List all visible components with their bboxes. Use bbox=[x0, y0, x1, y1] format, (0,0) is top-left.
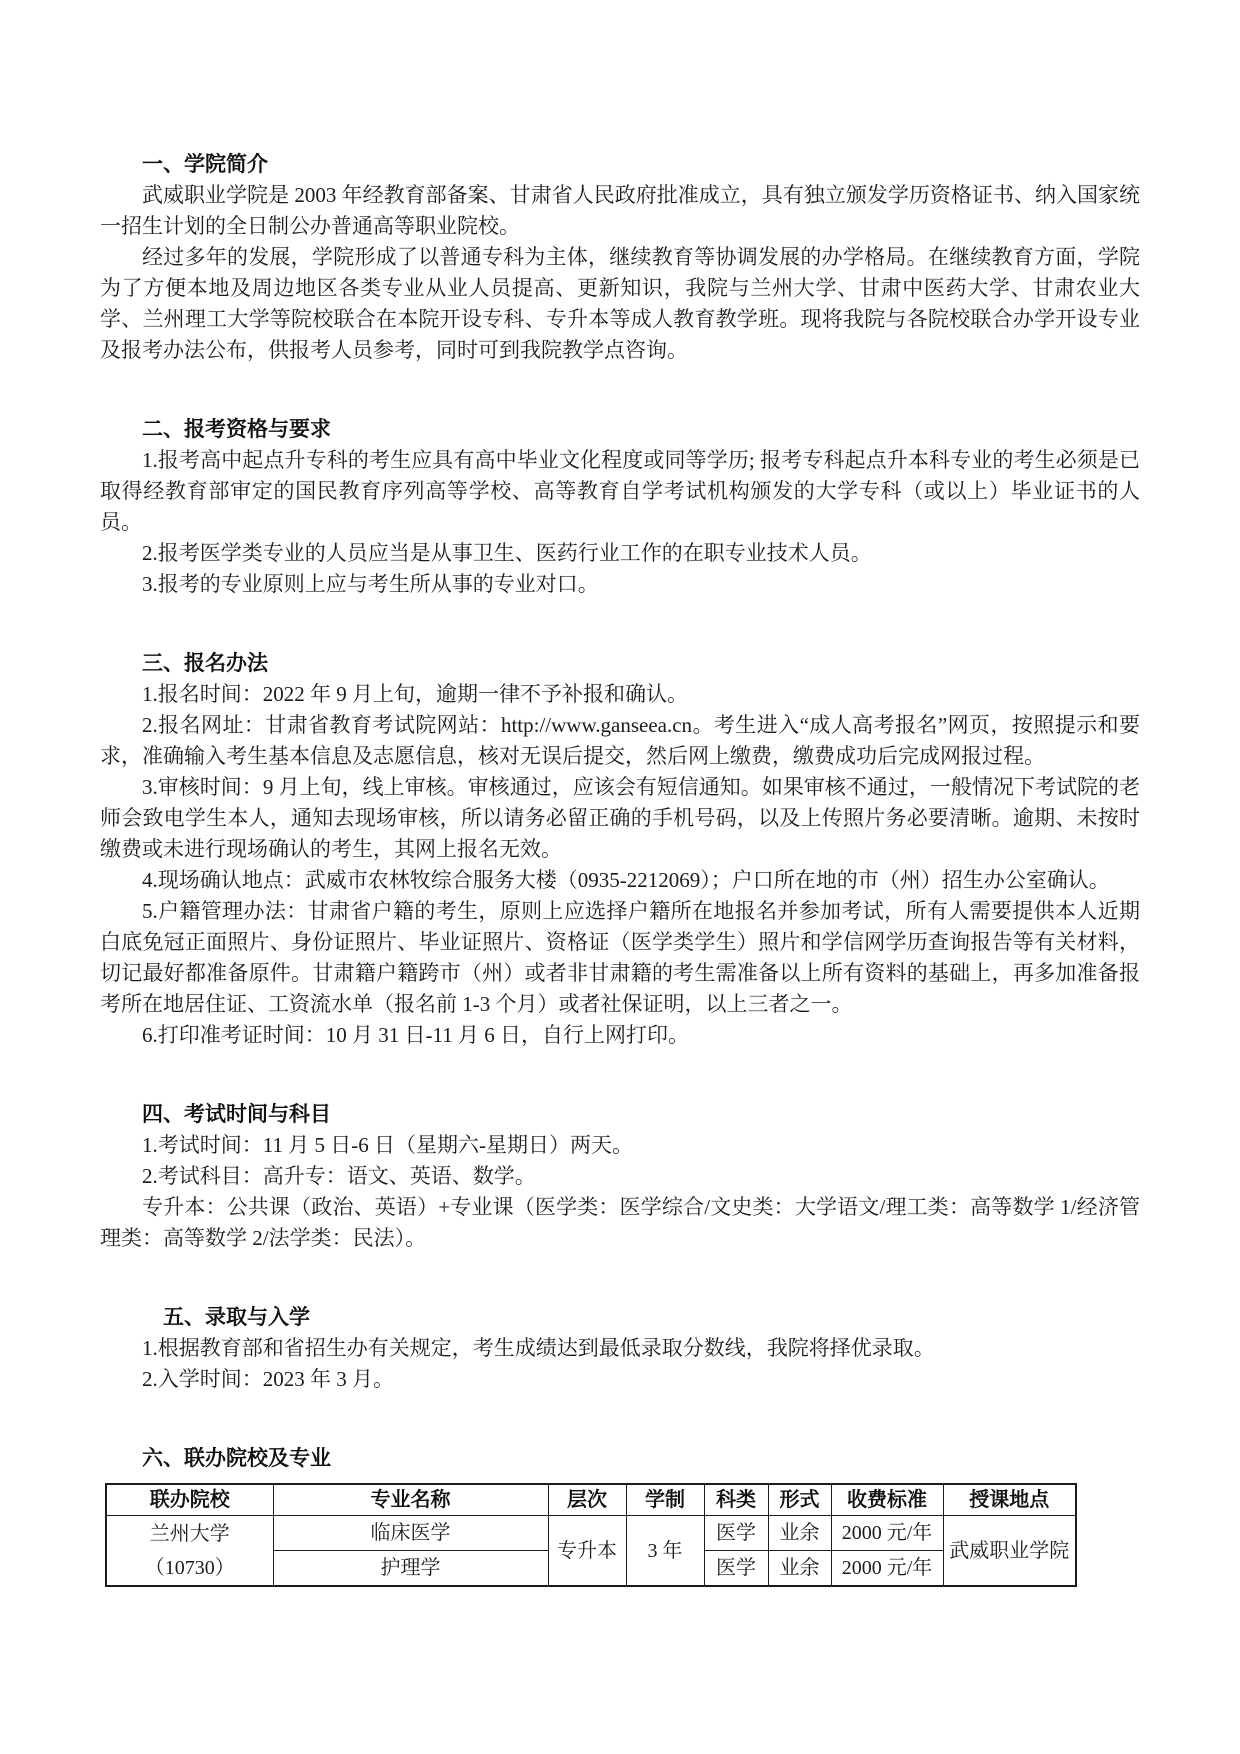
section-heading: 五、录取与入学 bbox=[163, 1306, 310, 1329]
section-heading: 四、考试时间与科目 bbox=[142, 1103, 331, 1126]
paragraph: 3.审核时间：9 月上旬，线上审核。审核通过，应该会有短信通知。如果审核不通过，一般情况下考试院的老师会致电学生本人，通知去现场审核，所以请务必留正确的手机号码，以及上传照片务必要清晰。逾期、未按时缴费或未进行现场确认的考生，其网上报名无效。 bbox=[100, 775, 1140, 861]
form-cell: 业余 bbox=[768, 1551, 831, 1587]
table-header-row bbox=[106, 1484, 1076, 1516]
column-header-major: 专业名称 bbox=[273, 1484, 548, 1516]
paragraph: 5.户籍管理办法：甘肃省户籍的考生，原则上应选择户籍所在地报名并参加考试，所有人需要提供本人近期白底免冠正面照片、身份证照片、毕业证照片、资格证（医学类学生）照片和学信网学历查询报告等有关材料，切记最好都准备原件。甘肃籍户籍跨市（州）或者非甘肃籍的考生需准备以上所有资料的基础上，再多加准备报考所在地居住证、工资流水单（报名前 1-3 个月）或者社保证明，以上三者之一。 bbox=[100, 899, 1140, 1016]
paragraph: 6.打印准考证时间：10 月 31 日-11 月 6 日，自行上网打印。 bbox=[142, 1023, 689, 1047]
section-joint-colleges bbox=[100, 1443, 1140, 1587]
college-name: 兰州大学 bbox=[149, 1522, 230, 1545]
column-header-location: 授课地点 bbox=[943, 1484, 1076, 1516]
section-college-intro bbox=[100, 149, 1140, 366]
column-header-fee: 收费标准 bbox=[831, 1484, 943, 1516]
major-cell: 临床医学 bbox=[273, 1516, 548, 1551]
paragraph: 2.考试科目：高升专：语文、英语、数学。 bbox=[142, 1164, 536, 1188]
paragraph: 2.入学时间：2023 年 3 月。 bbox=[142, 1367, 394, 1391]
category-cell: 医学 bbox=[704, 1516, 768, 1551]
paragraph: 2.报名网址：甘肃省教育考试院网站：http://www.ganseea.cn。考生进入“成人高考报名”网页，按照提示和要求，准确输入考生基本信息及志愿信息，核对无误后提交，然后网上缴费，缴费成功后完成网报过程。 bbox=[100, 713, 1140, 768]
form-cell: 业余 bbox=[768, 1516, 831, 1551]
column-header-category: 科类 bbox=[704, 1484, 768, 1516]
fee-cell: 2000 元/年 bbox=[831, 1516, 943, 1551]
column-header-duration: 学制 bbox=[626, 1484, 704, 1516]
section-heading: 一、学院简介 bbox=[142, 153, 268, 176]
paragraph: 1.考试时间：11 月 5 日-6 日（星期六-星期日）两天。 bbox=[142, 1133, 633, 1157]
section-registration bbox=[100, 648, 1140, 1051]
section-admission bbox=[100, 1302, 1140, 1395]
paragraph: 3.报考的专业原则上应与考生所从事的专业对口。 bbox=[142, 572, 599, 596]
paragraph: 4.现场确认地点：武威市农林牧综合服务大楼（0935-2212069）；户口所在地的市（州）招生办公室确认。 bbox=[142, 868, 1110, 892]
joint-colleges-table bbox=[105, 1483, 1077, 1587]
paragraph: 经过多年的发展，学院形成了以普通专科为主体，继续教育等协调发展的办学格局。在继续教育方面，学院为了方便本地及周边地区各类专业从业人员提高、更新知识，我院与兰州大学、甘肃中医药大学、甘肃农业大学、兰州理工大学等院校联合在本院开设专科、专升本等成人教育教学班。现将我院与各院校联合办学开设专业及报考办法公布，供报考人员参考，同时可到我院教学点咨询。 bbox=[100, 245, 1140, 362]
college-cell bbox=[106, 1516, 273, 1587]
paragraph: 专升本：公共课（政治、英语）+专业课（医学类：医学综合/文史类：大学语文/理工类：高等数学 1/经济管理类：高等数学 2/法学类：民法）。 bbox=[100, 1195, 1140, 1250]
category-cell: 医学 bbox=[704, 1551, 768, 1587]
paragraph: 1.报名时间：2022 年 9 月上旬，逾期一律不予补报和确认。 bbox=[142, 682, 688, 706]
paragraph: 2.报考医学类专业的人员应当是从事卫生、医药行业工作的在职专业技术人员。 bbox=[142, 541, 872, 565]
fee-cell: 2000 元/年 bbox=[831, 1551, 943, 1587]
column-header-form: 形式 bbox=[768, 1484, 831, 1516]
paragraph: 武威职业学院是 2003 年经教育部备案、甘肃省人民政府批准成立，具有独立颁发学历资格证书、纳入国家统一招生计划的全日制公办普通高等职业院校。 bbox=[100, 183, 1140, 238]
section-heading: 三、报名办法 bbox=[142, 652, 268, 675]
column-header-college: 联办院校 bbox=[106, 1484, 273, 1516]
location-cell: 武威职业学院 bbox=[943, 1516, 1076, 1587]
level-cell: 专升本 bbox=[548, 1516, 626, 1587]
column-header-level: 层次 bbox=[548, 1484, 626, 1516]
section-exam bbox=[100, 1099, 1140, 1254]
section-heading: 二、报考资格与要求 bbox=[142, 418, 331, 441]
paragraph: 1.报考高中起点升专科的考生应具有高中毕业文化程度或同等学历; 报考专科起点升本科专业的考生必须是已取得经教育部审定的国民教育序列高等学校、高等教育自学考试机构颁发的大学专科（或以上）毕业证书的人员。 bbox=[100, 448, 1140, 534]
college-code: （10730） bbox=[144, 1556, 235, 1579]
section-heading: 六、联办院校及专业 bbox=[142, 1447, 331, 1470]
duration-cell: 3 年 bbox=[626, 1516, 704, 1587]
paragraph: 1.根据教育部和省招生办有关规定，考生成绩达到最低录取分数线，我院将择优录取。 bbox=[142, 1336, 935, 1360]
table-row bbox=[106, 1516, 1076, 1551]
major-cell: 护理学 bbox=[273, 1551, 548, 1587]
section-qualifications bbox=[100, 414, 1140, 600]
